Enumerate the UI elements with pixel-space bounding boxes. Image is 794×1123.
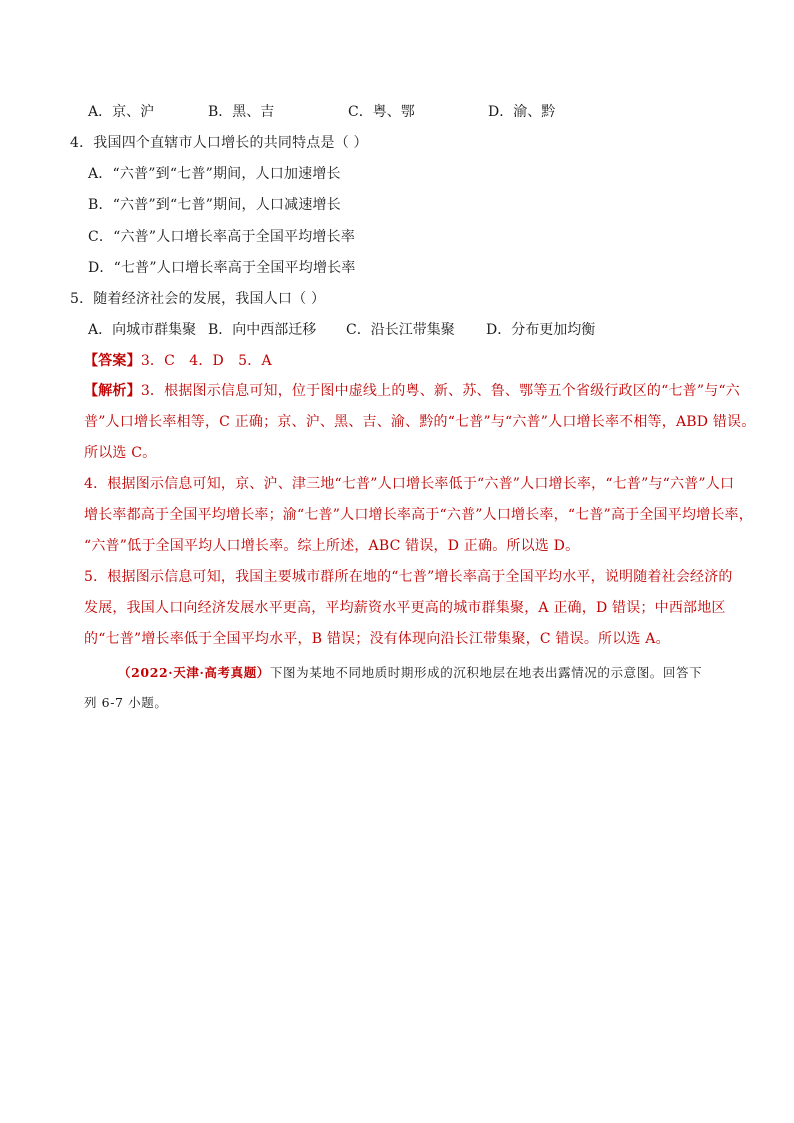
q4-option-d: D．“七普”人口增长率高于全国平均增长率 xyxy=(88,260,356,276)
q5-option-a: A．向城市群集聚 xyxy=(88,322,197,338)
analysis-3-line-3: 所以选 C。 xyxy=(84,445,157,461)
next-source-line-2: 列 6-7 小题。 xyxy=(84,695,168,710)
q3-option-a: A．京、沪 xyxy=(88,104,155,120)
analysis-5-line-2: 发展，我国人口向经济发展水平更高，平均薪资水平更高的城市群集聚，A 正确，D 错误；中西部地区 xyxy=(84,600,726,616)
q4-stem: 4．我国四个直辖市人口增长的共同特点是（ ） xyxy=(70,135,368,151)
answer-line xyxy=(84,351,272,371)
next-source-line-1 xyxy=(118,663,702,683)
answer-text: 3．C 4．D 5．A xyxy=(140,353,272,369)
source-tag: （2022·天津·高考真题） xyxy=(118,665,270,680)
q4-option-a: A．“六普”到“七普”期间，人口加速增长 xyxy=(88,166,341,182)
analysis-4-line-2: 增长率都高于全国平均增长率；渝“七普”人口增长率高于“六普”人口增长率，“七普”高于全国平均增长率， xyxy=(84,507,753,523)
analysis-3-line-2: 普”人口增长率相等，C 正确；京、沪、黑、吉、渝、黔的“七普”与“六普”人口增长率不相等，ABD 错误。 xyxy=(84,414,756,430)
analysis-5-line-1: 5．根据图示信息可知，我国主要城市群所在地的“七普”增长率高于全国平均水平，说明随着社会经济的 xyxy=(84,569,733,585)
q3-option-d: D．渝、黔 xyxy=(488,104,556,120)
q5-option-d: D．分布更加均衡 xyxy=(486,322,596,338)
analysis-4-line-3: “六普”低于全国平均人口增长率。综上所述，ABC 错误，D 正确。所以选 D。 xyxy=(84,538,580,554)
analysis-tag: 【解析】 xyxy=(84,383,141,399)
analysis-3-line-1 xyxy=(84,381,740,401)
q5-option-b: B．向中西部迁移 xyxy=(208,322,317,338)
source-text-1: 下图为某地不同地质时期形成的沉积地层在地表出露情况的示意图。回答下 xyxy=(269,665,703,680)
q5-option-c: C．沿长江带集聚 xyxy=(346,322,455,338)
q4-option-b: B．“六普”到“七普”期间，人口减速增长 xyxy=(88,197,341,213)
q4-option-c: C．“六普”人口增长率高于全国平均增长率 xyxy=(88,229,356,245)
answer-tag: 【答案】 xyxy=(84,353,141,369)
q3-option-b: B．黑、吉 xyxy=(208,104,275,120)
analysis-3-text-1: 3．根据图示信息可知，位于图中虚线上的粤、新、苏、鲁、鄂等五个省级行政区的“七普”与“六 xyxy=(140,383,740,399)
q3-option-c: C．粤、鄂 xyxy=(348,104,415,120)
analysis-5-line-3: 的“七普”增长率低于全国平均水平，B 错误；没有体现向沿长江带集聚，C 错误。所以选 A。 xyxy=(84,631,670,647)
q5-stem: 5．随着经济社会的发展，我国人口（ ） xyxy=(70,291,326,307)
analysis-4-line-1: 4．根据图示信息可知，京、沪、津三地“七普”人口增长率低于“六普”人口增长率，“七普”与“六普”人口 xyxy=(84,476,735,492)
